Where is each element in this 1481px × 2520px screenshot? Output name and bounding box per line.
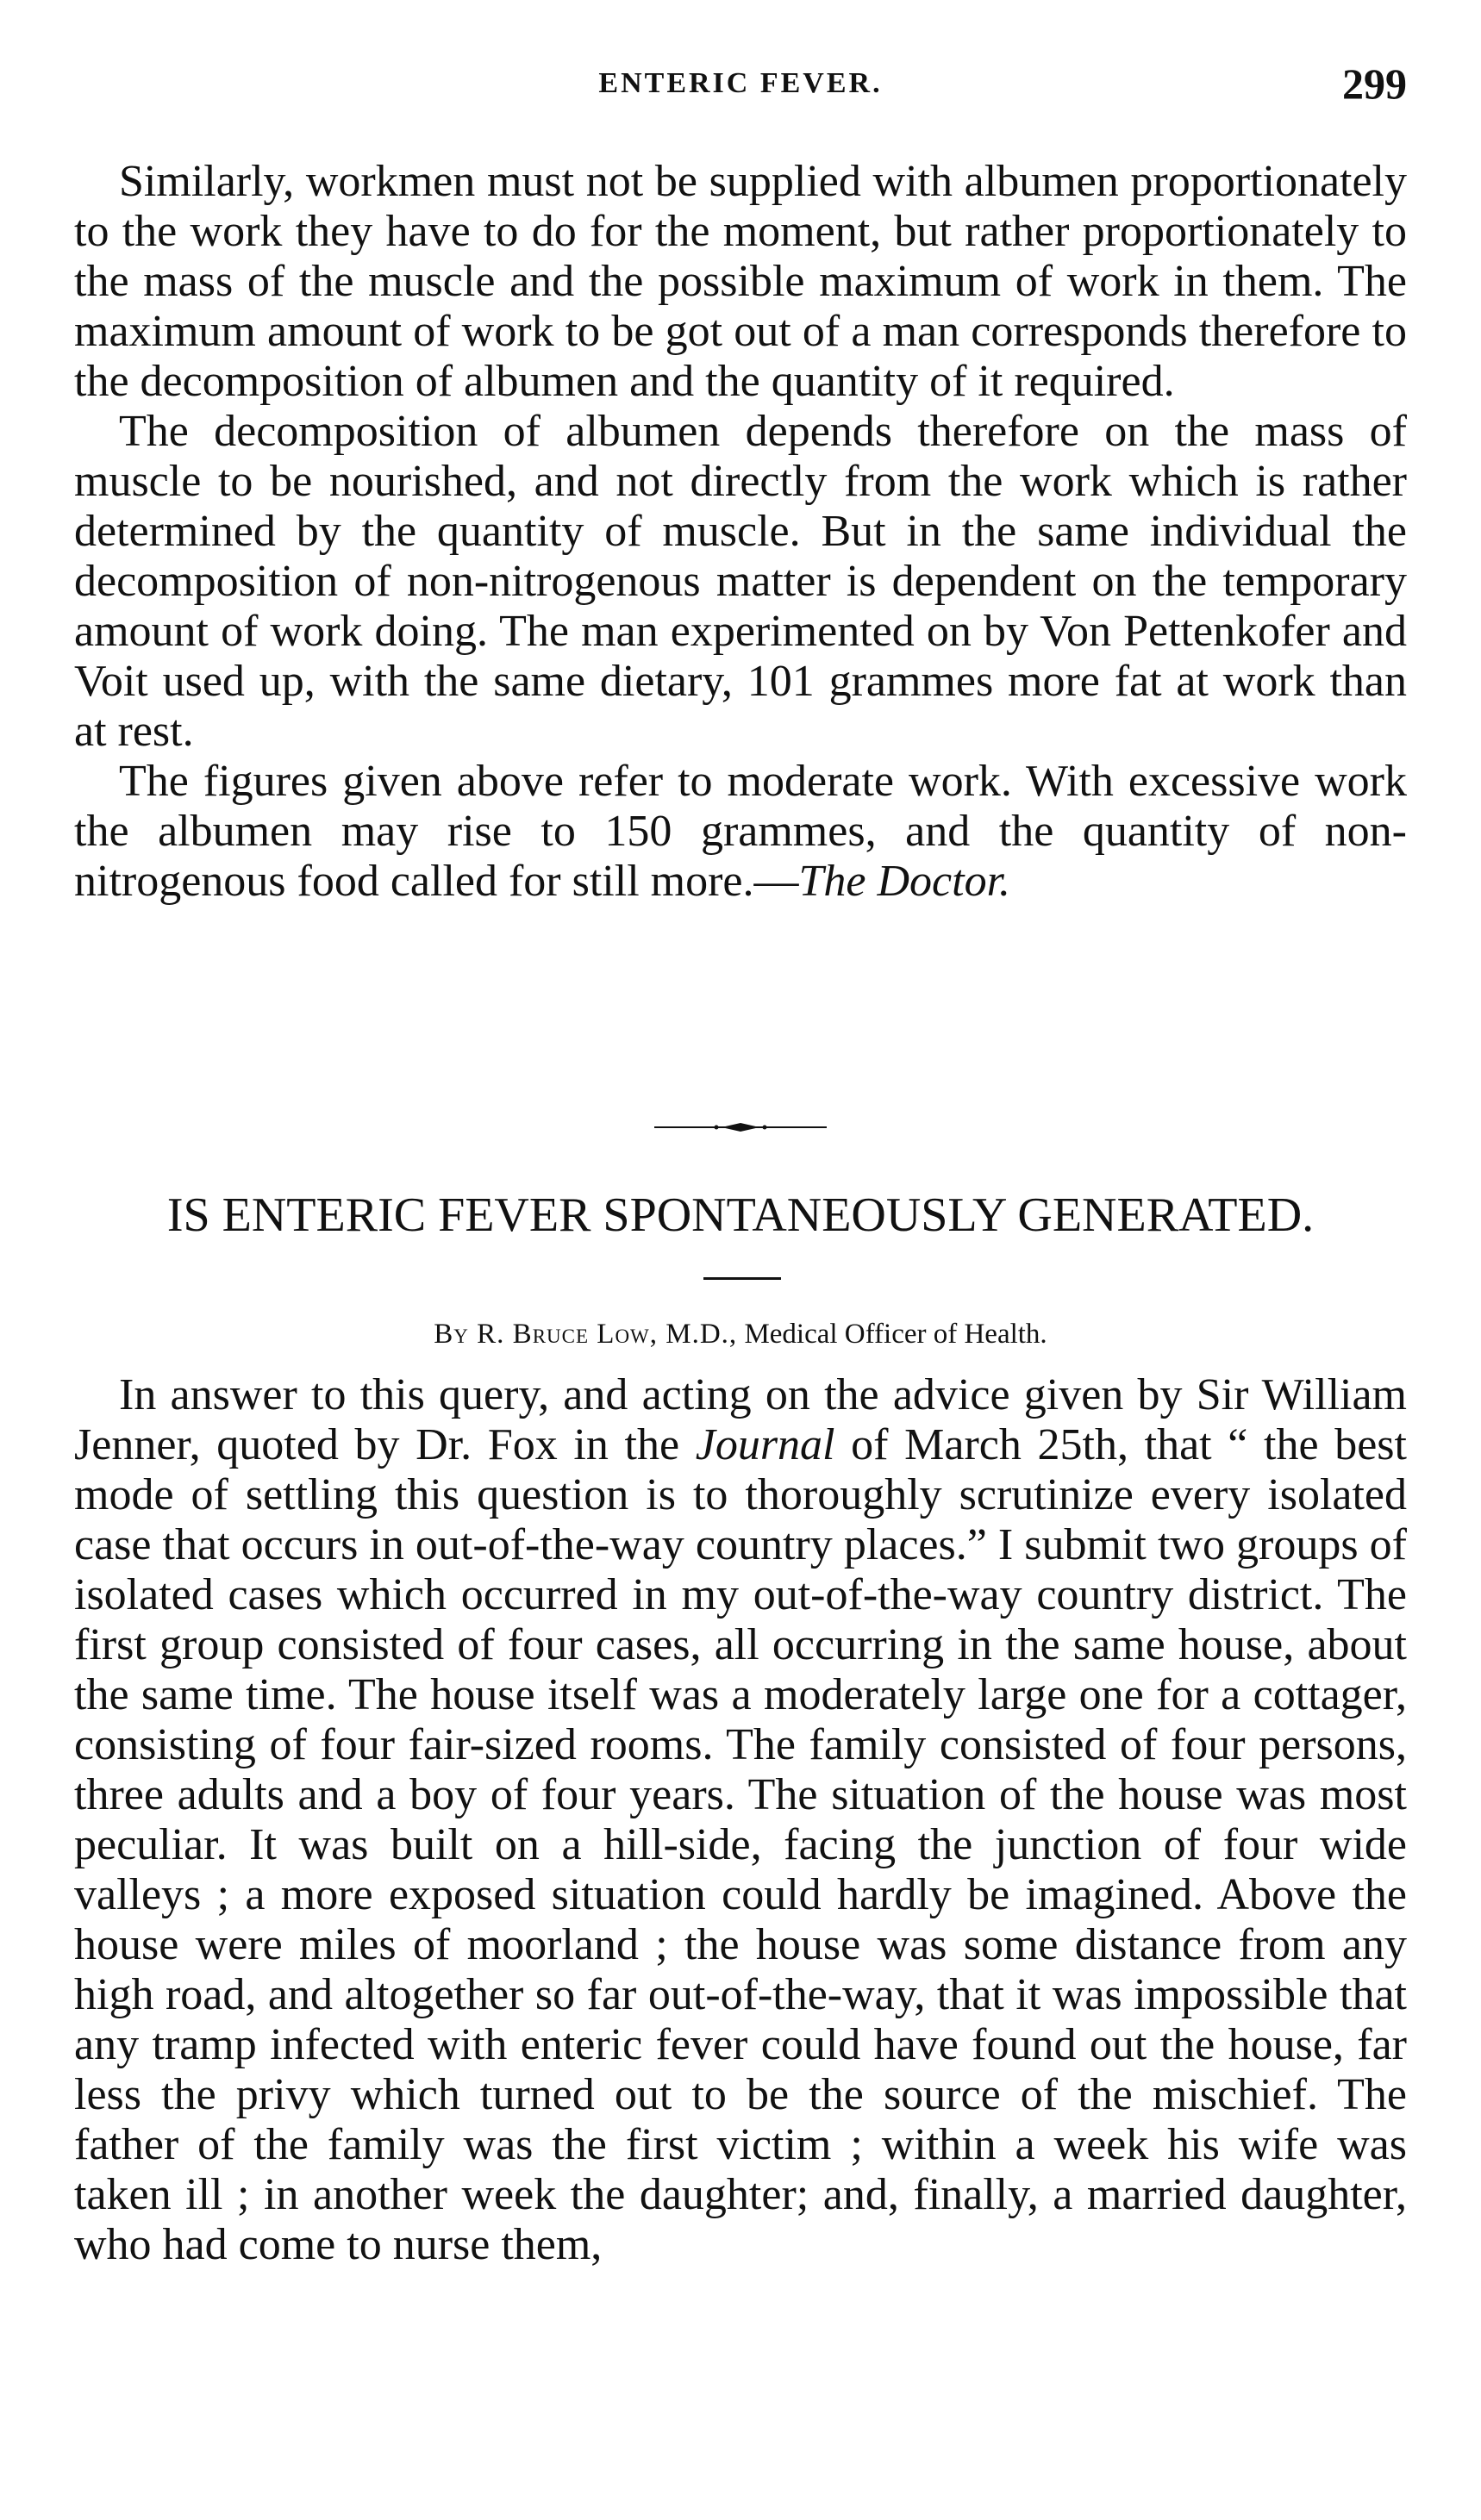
article-title: IS ENTERIC FEVER SPONTANEOUSLY GENERATED. (166, 1188, 1315, 1242)
paragraph: The decomposition of albumen depends therefore on the mass of muscle to be nourished, and not directly from the work which is rather determined by the quantity of muscle. But in the same individual the decomposition of non-nitrogenous matter is dependent on the temporary amount of work doing. The man experimented on by Von Pettenkofer and Voit used up, with the same dietary, 101 grammes more fat at work than at rest. (74, 407, 1407, 756)
running-head (74, 59, 1407, 110)
journal-title: Journal (695, 1420, 835, 1469)
page-number: 299 (1342, 59, 1407, 108)
title-rule (703, 1277, 781, 1280)
author: By R. Bruce Low, M.D., (434, 1319, 738, 1350)
ornamental-rule-icon (654, 1119, 827, 1136)
paragraph (74, 1370, 1407, 2270)
section-divider-ornament (74, 1119, 1407, 1136)
paragraph: Similarly, workmen must not be supplied with albumen proportionately to the work they have to do for the moment, but rather proportionately to the mass of the muscle and the possible maximum of work in them. The maximum amount of work to be got out of a man corresponds therefore to the decomposition of albumen and the quantity of it required. (74, 157, 1407, 406)
previous-article-text (74, 157, 1407, 907)
body-text: of March 25th, that “ the best mode of settling this question is to thoroughly scrutinize every isolated case that occurs in out-of-the-way country places.” I submit two groups of isolated cases which occurred in my out-of-the-way country district. The first group consisted of four cases, all occurring in the same house, about the same time. The house itself was a moderately large one for a cottager, consisting of four fair-sized rooms. The family consisted of four persons, three adults and a boy of four years. The situation of the house was most peculiar. It was built on a hill-side, facing the junction of four wide valleys ; a more exposed situation could hardly be imagined. Above the house were miles of moorland ; the house was some distance from any high road, and altogether so far out-of-the-way, that it was impossible that any tramp infected with enteric fever could have found out the house, far less the privy which turned out to be the source of the mischief. The father of the family was the first victim ; within a week his wife was taken ill ; in another week the daughter; and, finally, a married daughter, who had come to nurse them, (74, 1420, 1407, 2269)
paragraph-with-source (74, 757, 1407, 907)
byline (74, 1319, 1407, 1350)
article-body (74, 1370, 1407, 2270)
book-page (74, 0, 1407, 2520)
source-attribution: The Doctor. (798, 857, 1011, 906)
paragraph-text: The figures given above refer to moderate work. With excessive work the albumen may rise to 150 grammes, and the quantity of non-nitrogenous food called for still more.— (74, 757, 1407, 906)
author-role: Medical Officer of Health. (744, 1319, 1047, 1350)
running-title: ENTERIC FEVER. (598, 67, 883, 99)
body-text: In answer to this query, and acting on the advice given by Sir William Jenner, quoted by Dr. Fox in the (74, 1370, 1407, 1469)
